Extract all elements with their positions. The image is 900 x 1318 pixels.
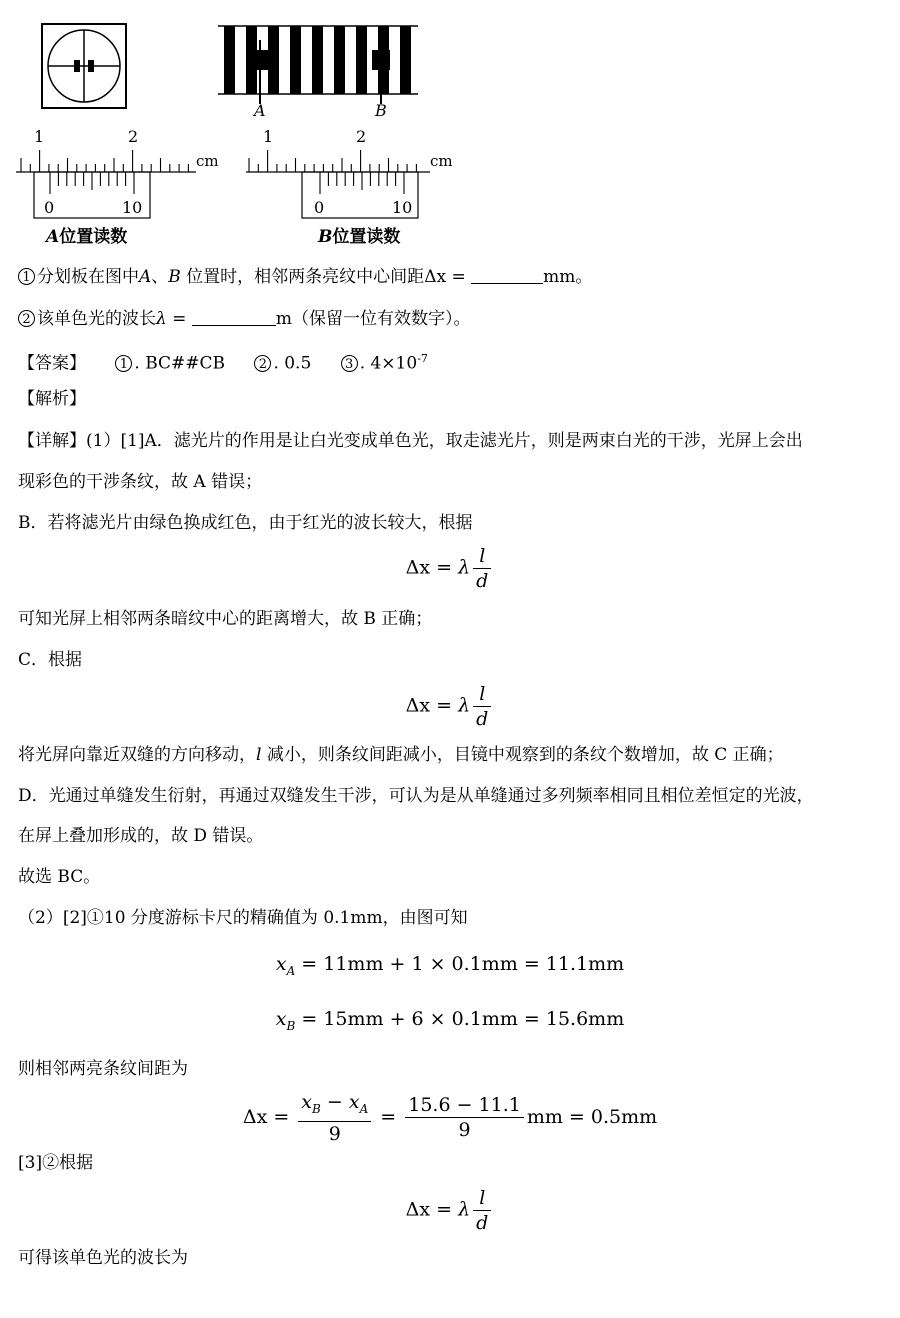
eyepiece-reticle <box>42 24 126 108</box>
scale-b-vernier-10: 10 <box>392 198 413 217</box>
scale-b-vernier-0: 0 <box>314 198 325 217</box>
formula-fringe-spacing-2: Δx = λ $\frac{l}{d}$ <box>0 682 900 731</box>
scale-a-main-2: 2 <box>128 127 139 146</box>
detail-line-3: B．若将滤光片由绿色换成红色，由于红光的波长较大，根据 <box>18 513 473 533</box>
experiment-figure <box>0 0 900 250</box>
label-a: A <box>254 101 266 120</box>
circled-number-2: 2 <box>18 310 35 327</box>
answer-blank-1[interactable] <box>471 267 543 284</box>
question-2: 2 该单色光的波长λ = m（保留一位有效数字）。 <box>18 308 470 330</box>
vernier-scale-a <box>16 150 196 218</box>
scale-b-caption: B位置读数 <box>318 227 401 247</box>
detail-line-1: 【详解】(1）[1]A．滤光片的作用是让白光变成单色光，取走滤光片，则是两束白光的干涉，光屏上会出 <box>18 431 803 451</box>
scale-a-main-1: 1 <box>34 127 45 146</box>
scale-b-unit: cm <box>430 152 453 170</box>
answer-num-1: 1 <box>115 355 132 372</box>
formula-fringe-spacing-3: Δx = λ $\frac{l}{d}$ <box>0 1186 900 1235</box>
scale-a-unit: cm <box>196 152 219 170</box>
detail-line-11: 则相邻两亮条纹间距为 <box>18 1059 188 1079</box>
question-1: 1 分划板在图中A、B 位置时，相邻两条亮纹中心间距Δx = mm。 <box>18 266 592 288</box>
formula-xa: $x_A = 11mm + 1 \times 0.1mm = 11.1mm$ <box>275 953 625 978</box>
answer-blank-2[interactable] <box>192 309 276 326</box>
scale-b-main-1: 1 <box>263 127 274 146</box>
scale-a-vernier-10: 10 <box>122 198 143 217</box>
detail-line-2: 现彩色的干涉条纹，故 A 错误； <box>18 472 263 492</box>
interference-fringes <box>218 26 418 104</box>
answer-num-2: 2 <box>254 355 271 372</box>
detail-line-6: 将光屏向靠近双缝的方向移动，l 减小，则条纹间距减小，目镜中观察到的条纹个数增加，故 C 正确； <box>18 745 784 765</box>
scale-a-vernier-0: 0 <box>44 198 55 217</box>
detail-line-5: C．根据 <box>18 650 83 670</box>
scale-a-caption: A位置读数 <box>46 227 128 247</box>
formula-fringe-spacing-1: Δx = λ $\frac{l}{d}$ <box>0 544 900 593</box>
detail-line-13: 可得该单色光的波长为 <box>18 1248 188 1268</box>
detail-line-4: 可知光屏上相邻两条暗纹中心的距离增大，故 B 正确； <box>18 609 433 629</box>
formula-spacing-result: Δx = $\frac{x_B - x_A}{9}$ = $\frac{15.6 - 11.1}{9}$ mm = 0.5mm <box>242 1091 658 1145</box>
answer-num-3: 3 <box>341 355 358 372</box>
label-b: B <box>375 101 387 120</box>
detail-line-7: D．光通过单缝发生衍射，再通过双缝发生干涉，可认为是从单缝通过多列频率相同且相位差恒定的光波， <box>18 786 814 806</box>
scale-b-main-2: 2 <box>356 127 367 146</box>
detail-line-8: 在屏上叠加形成的，故 D 错误。 <box>18 826 264 846</box>
detail-line-9: 故选 BC。 <box>18 867 101 887</box>
circled-number-1: 1 <box>18 268 35 285</box>
detail-line-12: [3]②根据 <box>18 1153 94 1173</box>
analysis-label: 【解析】 <box>18 389 86 409</box>
formula-xb: $x_B = 15mm + 6 \times 0.1mm = 15.6mm$ <box>275 1008 625 1033</box>
detail-line-10: （2）[2]①10 分度游标卡尺的精确值为 0.1mm，由图可知 <box>18 908 468 928</box>
answer-line: 【答案】 1 . BC##CB 2 . 0.5 3 . $4\times 10^{-7}$ <box>18 352 428 374</box>
